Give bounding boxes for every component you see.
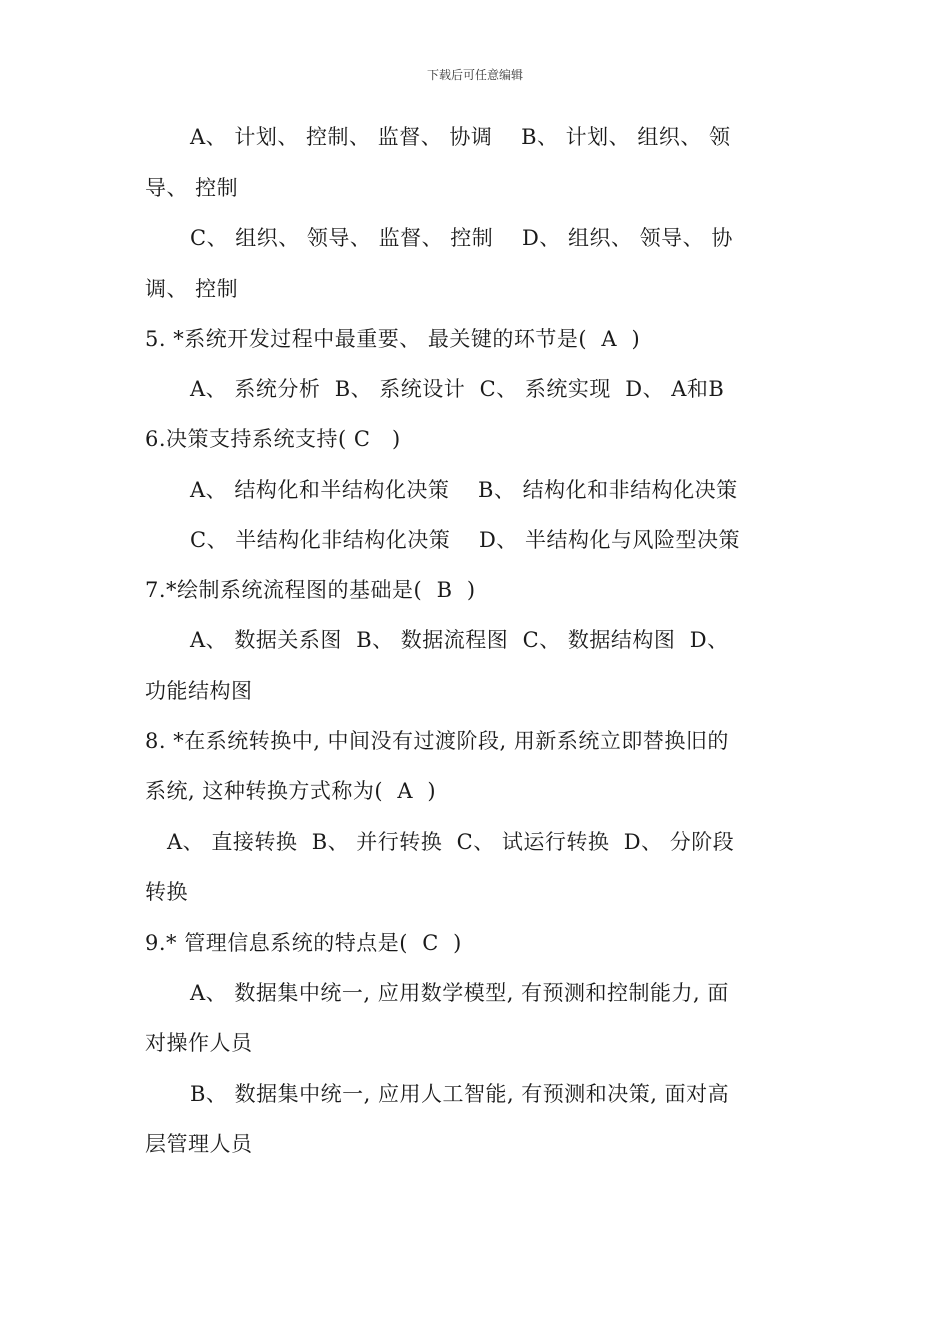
- q9-question: 9.* 管理信息系统的特点是( C ): [145, 931, 462, 955]
- q8-options: A、 直接转换 B、 并行转换 C、 试运行转换 D、 分阶段: [167, 830, 735, 854]
- q9-option-b-cont: 层管理人员: [145, 1132, 253, 1156]
- q4-options-ab-cont: 导、 控制: [145, 176, 239, 200]
- q8-question-cont: 系统, 这种转换方式称为( A ): [145, 779, 437, 803]
- q4-options-cd: C、 组织、 领导、 监督、 控制 D、 组织、 领导、 协: [190, 226, 733, 250]
- q4-options-ab: A、 计划、 控制、 监督、 协调 B、 计划、 组织、 领: [190, 125, 731, 149]
- q8-options-cont: 转换: [145, 880, 188, 904]
- q7-options: A、 数据关系图 B、 数据流程图 C、 数据结构图 D、: [190, 628, 729, 652]
- q8-question: 8. *在系统转换中, 中间没有过渡阶段, 用新系统立即替换旧的: [145, 729, 729, 753]
- q9-option-b: B、 数据集中统一, 应用人工智能, 有预测和决策, 面对高: [190, 1082, 730, 1106]
- q9-option-a-cont: 对操作人员: [145, 1031, 253, 1055]
- q5-question: 5. *系统开发过程中最重要、 最关键的环节是( A ): [145, 327, 641, 351]
- q9-option-a: A、 数据集中统一, 应用数学模型, 有预测和控制能力, 面: [190, 981, 729, 1005]
- q7-question: 7.*绘制系统流程图的基础是( B ): [145, 578, 476, 602]
- q6-question: 6.决策支持系统支持( C ): [145, 427, 401, 451]
- page-header: 下载后可任意编辑: [426, 68, 523, 82]
- q7-options-cont: 功能结构图: [145, 679, 253, 703]
- q6-options-cd: C、 半结构化非结构化决策 D、 半结构化与风险型决策: [190, 528, 740, 552]
- q6-options-ab: A、 结构化和半结构化决策 B、 结构化和非结构化决策: [190, 478, 738, 502]
- q5-options: A、 系统分析 B、 系统设计 C、 系统实现 D、 A和B: [190, 377, 725, 401]
- q4-options-cd-cont: 调、 控制: [145, 277, 239, 301]
